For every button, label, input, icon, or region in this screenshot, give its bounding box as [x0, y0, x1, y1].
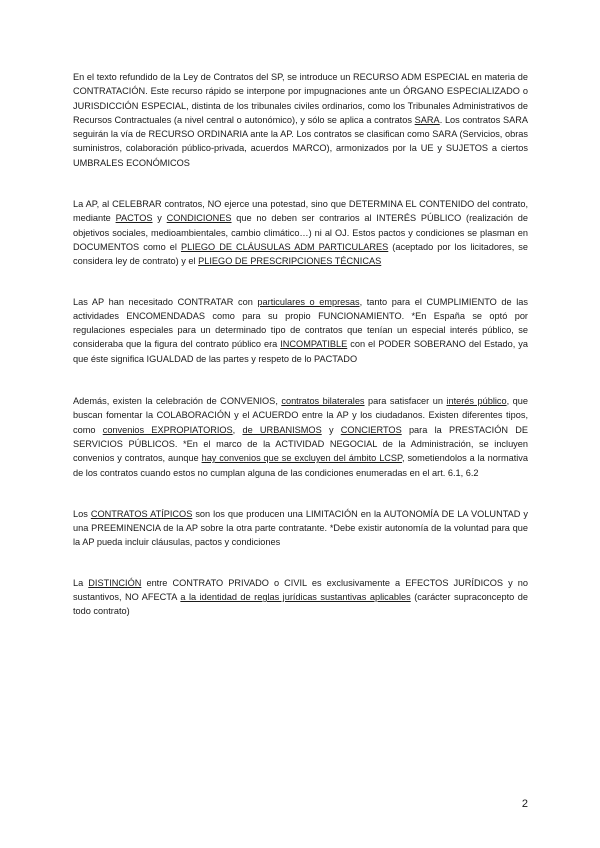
text-run: entre CONTRATO PRIVADO o CIVIL es exclusivamente a EFECTOS JURÍDICOS y no sustantivos, NO AFECTA: [73, 577, 528, 603]
underlined-text: SARA: [414, 114, 440, 125]
underlined-text: CONCIERTOS: [340, 424, 402, 435]
text-run: (aceptado por los licitadores, se considera ley de contrato) y el: [73, 241, 528, 267]
text-run: Las AP han necesitado CONTRATAR con: [73, 296, 258, 307]
text-run: Los: [73, 508, 91, 519]
underlined-text: CONTRATOS ATÍPICOS: [90, 508, 193, 519]
text-run: que no deben ser contrarios al INTERÉS PÚBLICO (realización de objetivos sociales, medioambientales, cambio climático…) ni al OJ. Estos pactos y condiciones se plasman en DOCUMENTOS como el: [73, 213, 528, 252]
text-run: . Los contratos SARA seguirán la vía de RECURSO ORDINARIA ante la AP. Los contratos se clasifican como SARA (Servicios, obras suministros, colaboración público-privada, acuerdos MARCO), armonizados por la UE y SUJETOS a ciertos UMBRALES ECONÓMICOS: [73, 114, 528, 168]
underlined-text: particulares o empresas: [257, 296, 360, 307]
text-run: La: [73, 577, 89, 588]
underlined-text: PLIEGO DE CLÁUSULAS ADM PARTICULARES: [180, 241, 389, 252]
underlined-text: CONDICIONES: [166, 213, 232, 224]
paragraph-distincion: [73, 576, 528, 619]
paragraph-celebrar-contratos: [73, 197, 528, 268]
paragraph-recurso-especial: [73, 70, 528, 170]
text-run: , que buscan fomentar la COLABORACIÓN y el ACUERDO entre la AP y los ciudadanos. Existen diferentes tipos, como: [73, 396, 528, 435]
page-number: 2: [521, 798, 528, 810]
text-run: para satisfacer un: [364, 396, 447, 407]
text-run: , tanto para el CUMPLIMIENTO de las actividades ENCOMENDADAS como para su propio FUNCIONAMIENTO. *En España se optó por regulaciones especiales para un determinado tipo de contratos que tenían un especial interés público, se consideraba que la figura del contrato público era: [73, 296, 528, 350]
text-run: Además, existen la celebración de CONVENIOS,: [73, 396, 282, 407]
underlined-text: hay convenios que se excluyen del ámbito LCSP: [201, 453, 403, 464]
paragraph-convenios: [73, 394, 528, 480]
text-run: con el PODER SOBERANO del Estado, ya que éste significa IGUALDAD de las partes y respeto de lo PACTADO: [73, 339, 528, 364]
underlined-text: a la identidad de reglas jurídicas sustantivas aplicables: [180, 592, 411, 603]
underlined-text: convenios EXPROPIATORIOS: [102, 424, 233, 435]
paragraph-contratos-atipicos: [73, 507, 528, 550]
text-run: La AP, al CELEBRAR contratos, NO ejerce una potestad, sino que DETERMINA EL CONTENIDO del contrato, mediante: [73, 199, 528, 224]
text-run: son los que producen una LIMITACIÓN en la AUTONOMÍA DE LA VOLUNTAD y una PREEMINENCIA de la AP sobre la otra parte contratante. *Debe existir autonomía de la voluntad para que la AP pueda incluir cláusulas, pactos y condiciones: [73, 508, 528, 548]
text-run: ,: [232, 424, 243, 435]
underlined-text: DISTINCIÓN: [88, 577, 142, 588]
underlined-text: INCOMPATIBLE: [280, 339, 348, 350]
underlined-text: contratos bilaterales: [281, 396, 365, 407]
text-run: y: [321, 424, 341, 435]
text-run: En el texto refundido de la Ley de Contratos del SP, se introduce un RECURSO ADM ESPECIAL en materia de CONTRATACIÓN. Este recurso rápido se interpone por impugnaciones ante un ÓRGANO ESPECIALIZADO o JURISDICCIÓN ESPECIAL, distinta de los tribunales civiles ordinarios, como los Tribunales Administrativos de Recursos Contractuales (a nivel central o autonómico), y sólo se aplica a contratos: [73, 72, 528, 125]
text-run: y: [152, 213, 167, 224]
underlined-text: PACTOS: [115, 213, 153, 224]
paragraph-contratar-particulares: [73, 295, 528, 366]
text-run: , sometiendolos a la normativa de los contratos cuando estos no cumplan alguna de las condiciones enumeradas en el art. 6.1, 6.2: [73, 453, 529, 478]
text-run: (carácter supraconcepto de todo contrato): [73, 592, 528, 617]
underlined-text: PLIEGO DE PRESCRIPCIONES TÉCNICAS: [198, 256, 382, 267]
text-run: para la PRESTACIÓN DE SERVICIOS PÚBLICOS. *En el marco de la ACTIVIDAD NEGOCIAL de la Administración, se incluyen convenios y contratos, aunque: [73, 424, 528, 464]
underlined-text: interés público: [446, 396, 507, 407]
underlined-text: de URBANISMOS: [242, 424, 322, 435]
